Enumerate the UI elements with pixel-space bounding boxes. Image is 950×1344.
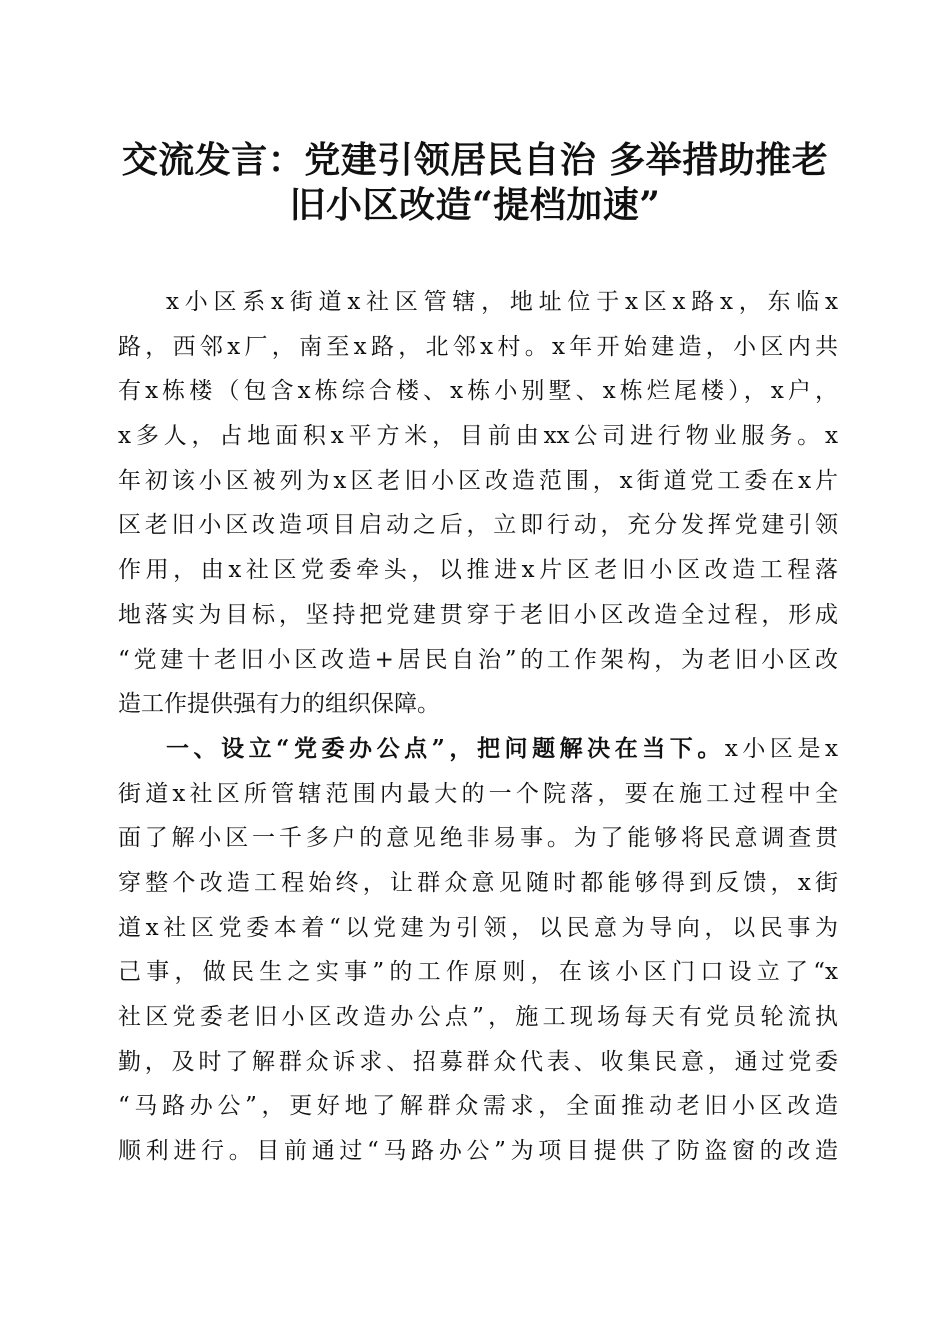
section-1-line: 穿整个改造工程始终，让群众意见随时都能够得到反馈，x街 [118,869,838,896]
paragraph-1-line: 有x栋楼（包含x栋综合楼、x栋小别墅、x栋烂尾楼），x户， [118,378,838,405]
section-1-first-line-text: x小区是x [724,735,838,762]
document-title-line-2: 旧小区改造“提档加速” [289,184,661,226]
section-1-line: 面了解小区一千多户的意见绝非易事。为了能够将民意调查贯 [118,825,838,852]
paragraph-1-line: 造工作提供强有力的组织保障。 [118,691,440,718]
section-1-line: “马路办公”，更好地了解群众需求，全面推动老旧小区改造 [118,1093,838,1120]
document-body [118,280,838,1174]
paragraph-1-line: x小区系x街道x社区管辖，地址位于x区x路x，东临x [166,289,838,315]
paragraph-1-line: x多人，占地面积x平方米，目前由xx公司进行物业服务。x [118,423,838,450]
document-title-line-1: 交流发言：党建引领居民自治 多举措助推老 [121,139,829,181]
section-1-line: 己事，做民生之实事”的工作原则，在该小区门口设立了“x [118,959,838,986]
section-1-line: 社区党委老旧小区改造办公点”，施工现场每天有党员轮流执 [118,1004,838,1030]
paragraph-1-line: 区老旧小区改造项目启动之后，立即行动，充分发挥党建引领 [118,512,838,539]
paragraph-1-line: 年初该小区被列为x区老旧小区改造范围，x街道党工委在x片 [118,467,838,494]
section-1-line: 顺利进行。目前通过“马路办公”为项目提供了防盗窗的改造 [118,1138,838,1165]
section-1-heading: 一、设立“党委办公点”，把问题解决在当下。 [166,734,725,762]
paragraph-1-line: 作用，由x社区党委牵头，以推进x片区老旧小区改造工程落 [118,557,838,584]
section-1-first-line [118,727,838,772]
paragraph-1-line: 路，西邻x厂，南至x路，北邻x村。x年开始建造，小区内共 [118,333,838,360]
section-1-line: 街道x社区所管辖范围内最大的一个院落，要在施工过程中全 [118,780,838,807]
section-1-line: 勤，及时了解群众诉求、招募群众代表、收集民意，通过党委 [118,1048,838,1075]
paragraph-1-line: 地落实为目标，坚持把党建贯穿于老旧小区改造全过程，形成 [118,601,838,628]
paragraph-1-line: “党建十老旧小区改造+居民自治”的工作架构，为老旧小区改 [118,646,838,673]
section-1-line: 道x社区党委本着“以党建为引领，以民意为导向，以民事为 [118,914,838,941]
